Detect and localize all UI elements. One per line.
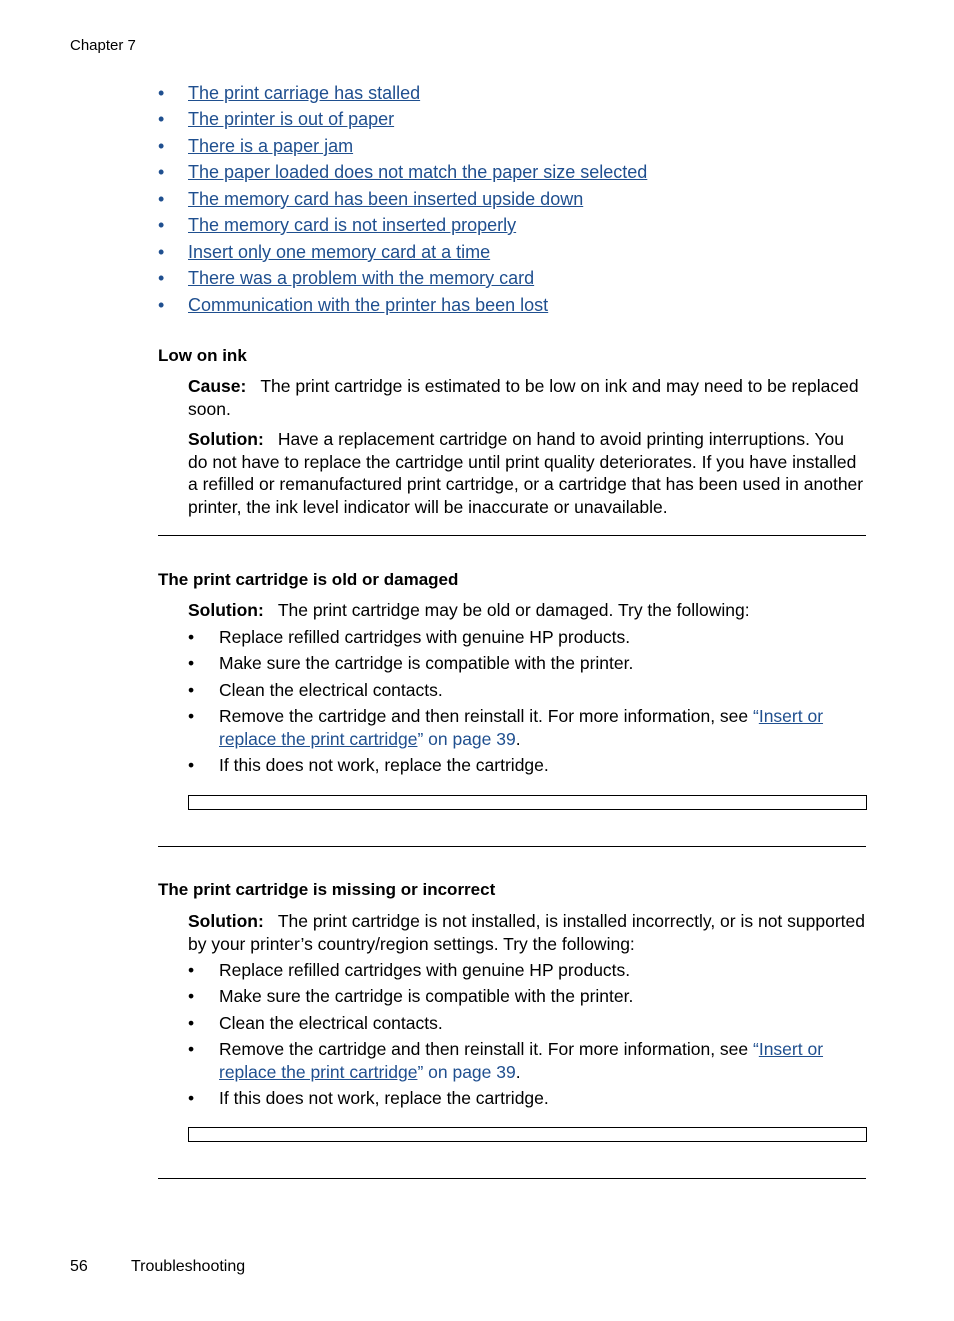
section-divider xyxy=(158,1178,866,1179)
solution-paragraph xyxy=(188,910,866,955)
section-divider xyxy=(158,535,866,536)
link-paper-jam[interactable]: There is a paper jam xyxy=(188,136,354,156)
cause-text: The print cartridge is estimated to be low on ink and may need to be replaced soon. xyxy=(188,376,859,419)
bullet-text: Make sure the cartridge is compatible with the printer. xyxy=(219,986,634,1006)
link-open-quote: “ xyxy=(753,706,759,726)
solution-text: Have a replacement cartridge on hand to avoid printing interruptions. You do not have to replace the cartridge until print quality deteriorates. If you have installed a refilled or remanufactured print cartridge, or a cartridge that has been used in another printer, the ink level indicator will be inaccurate or unavailable. xyxy=(188,429,864,517)
section-title-old-or-damaged: The print cartridge is old or damaged xyxy=(158,570,459,589)
remove-text: Remove the cartridge and then reinstall it. For more information, see xyxy=(219,1039,753,1059)
solution-label: Solution: xyxy=(188,911,264,931)
bullet-text xyxy=(219,1038,869,1083)
link-memory-card-upside-down[interactable]: The memory card has been inserted upside down xyxy=(188,189,584,209)
section-title-missing-or-incorrect: The print cartridge is missing or incorrect xyxy=(158,880,496,899)
solution-paragraph xyxy=(188,599,866,622)
bullet-text: Replace refilled cartridges with genuine HP products. xyxy=(219,627,631,647)
bullet: • xyxy=(158,162,165,182)
link-memory-card-problem[interactable]: There was a problem with the memory card xyxy=(188,268,535,288)
bullet: • xyxy=(188,1088,195,1108)
bullet: • xyxy=(188,960,195,980)
link-page-ref: ” on page 39 xyxy=(417,728,516,749)
bullet: • xyxy=(188,653,195,673)
link-printer-out-of-paper[interactable]: The printer is out of paper xyxy=(188,109,395,129)
link-memory-card-not-inserted-properly[interactable]: The memory card is not inserted properly xyxy=(188,215,517,235)
period: . xyxy=(515,728,521,749)
section-divider xyxy=(158,846,866,847)
link-text-part1: Insert or xyxy=(758,706,824,726)
bullet: • xyxy=(188,1013,195,1033)
section-title-low-on-ink: Low on ink xyxy=(158,346,247,365)
empty-note-box xyxy=(188,1127,867,1142)
bullet: • xyxy=(188,755,195,775)
solution-label: Solution: xyxy=(188,429,264,449)
bullet: • xyxy=(158,189,165,209)
link-text-part1: Insert or xyxy=(758,1039,824,1059)
link-page-ref: ” on page 39 xyxy=(417,1061,516,1082)
empty-note-box xyxy=(188,795,867,810)
link-text-part2: replace the print cartridge xyxy=(219,728,418,749)
bullet: • xyxy=(158,215,165,235)
bullet: • xyxy=(158,83,165,103)
remove-text: Remove the cartridge and then reinstall it. For more information, see xyxy=(219,706,753,726)
solution-paragraph xyxy=(188,428,866,518)
link-paper-size-mismatch[interactable]: The paper loaded does not match the paper size selected xyxy=(188,162,648,182)
bullet: • xyxy=(158,109,165,129)
bullet: • xyxy=(158,242,165,262)
page-number: 56 xyxy=(70,1258,88,1275)
solution-text: The print cartridge may be old or damaged. Try the following: xyxy=(277,600,750,620)
solution-label: Solution: xyxy=(188,600,264,620)
link-communication-lost[interactable]: Communication with the printer has been lost xyxy=(188,295,549,315)
bullet: • xyxy=(188,680,195,700)
bullet-text: If this does not work, replace the cartridge. xyxy=(219,755,549,775)
bullet: • xyxy=(158,136,165,156)
cause-paragraph xyxy=(188,375,866,420)
solution-text: The print cartridge is not installed, is installed incorrectly, or is not supported by your printer’s country/region settings. Try the following: xyxy=(188,911,865,954)
bullet: • xyxy=(188,1039,195,1059)
bullet: • xyxy=(188,706,195,726)
link-print-carriage-stalled[interactable]: The print carriage has stalled xyxy=(188,83,421,103)
bullet-text: Make sure the cartridge is compatible with the printer. xyxy=(219,653,634,673)
link-text-part2: replace the print cartridge xyxy=(219,1061,418,1082)
bullet-text: Replace refilled cartridges with genuine HP products. xyxy=(219,960,631,980)
bullet-text: Clean the electrical contacts. xyxy=(219,1013,443,1033)
chapter-header: Chapter 7 xyxy=(70,37,136,54)
link-one-memory-card[interactable]: Insert only one memory card at a time xyxy=(188,242,491,262)
bullet-text: If this does not work, replace the cartridge. xyxy=(219,1088,549,1108)
bullet: • xyxy=(158,268,165,288)
footer-section-title: Troubleshooting xyxy=(131,1258,246,1275)
cause-label: Cause: xyxy=(188,376,247,396)
bullet: • xyxy=(188,986,195,1006)
bullet-text: Clean the electrical contacts. xyxy=(219,680,443,700)
bullet: • xyxy=(188,627,195,647)
period: . xyxy=(515,1061,521,1082)
bullet-text xyxy=(219,705,869,750)
bullet: • xyxy=(158,295,165,315)
link-open-quote: “ xyxy=(753,1039,759,1059)
